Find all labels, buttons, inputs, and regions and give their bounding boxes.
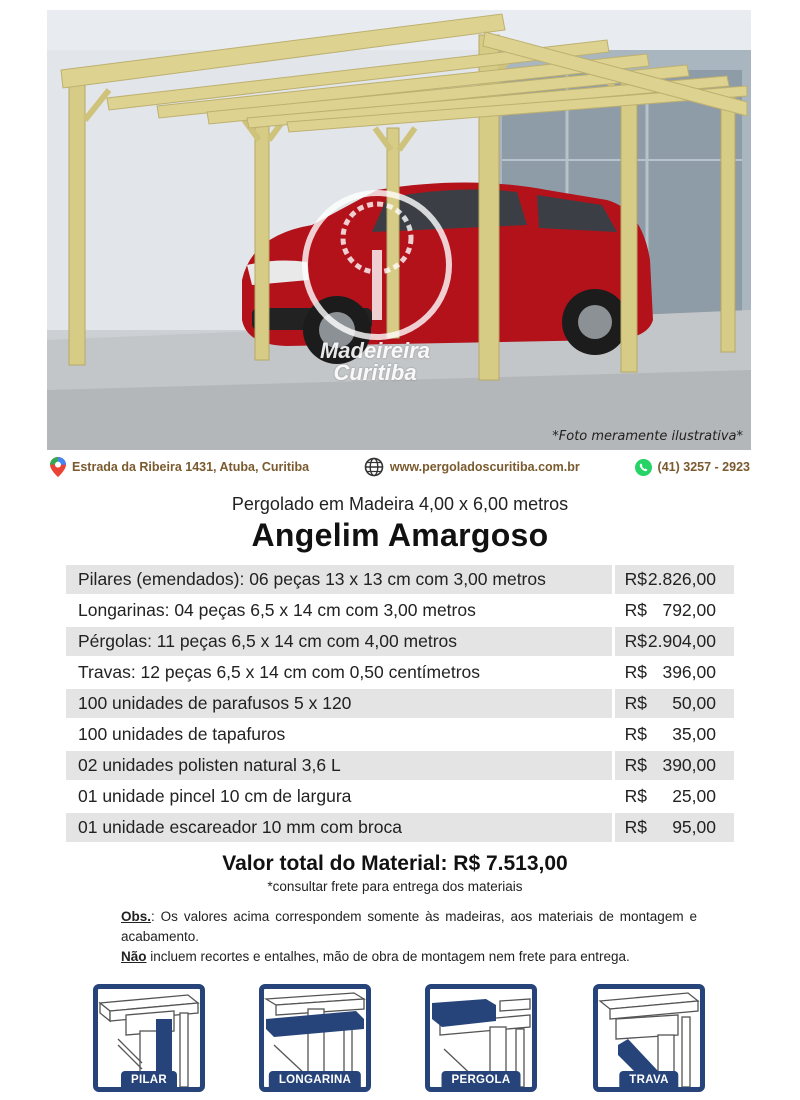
whatsapp-icon — [635, 459, 652, 476]
item-description: Pilares (emendados): 06 peças 13 x 13 cm com 3,00 metros — [66, 565, 612, 594]
item-value: 95,00 — [672, 817, 716, 837]
diagram-label-trava: TRAVA — [619, 1071, 678, 1088]
product-title: Angelim Amargoso — [251, 517, 549, 553]
table-row — [66, 689, 734, 718]
item-value: 2.904,00 — [647, 631, 716, 651]
item-price — [612, 658, 734, 687]
exclusions-label: Não — [121, 949, 147, 964]
exclusions-paragraph — [121, 947, 697, 967]
item-price — [612, 627, 734, 656]
total-value: Valor total do Material: R$ 7.513,00 — [222, 852, 568, 875]
table-row — [66, 596, 734, 625]
item-currency: R$ — [624, 662, 647, 682]
item-currency: R$ — [624, 724, 647, 744]
contact-bar — [50, 455, 750, 479]
item-price — [612, 782, 734, 811]
item-value: 390,00 — [662, 755, 716, 775]
item-description: Longarinas: 04 peças 6,5 x 14 cm com 3,00 metros — [78, 600, 476, 620]
item-currency: R$ — [624, 693, 647, 713]
item-price — [612, 751, 734, 780]
item-currency: R$ — [624, 569, 647, 589]
phone[interactable] — [635, 459, 750, 476]
photo-caption: *Foto meramente ilustrativa* — [552, 429, 743, 444]
table-row — [66, 658, 734, 687]
address — [50, 457, 309, 477]
freight-note: *consultar frete para entrega dos materiais — [267, 879, 523, 894]
diagram-longarina — [259, 984, 371, 1092]
diagram-pergola — [425, 984, 537, 1092]
item-description: 02 unidades polisten natural 3,6 L — [66, 751, 612, 780]
item-price — [612, 720, 734, 749]
item-currency: R$ — [624, 817, 647, 837]
item-currency: R$ — [624, 755, 647, 775]
table-row — [66, 565, 734, 594]
item-currency: R$ — [624, 786, 647, 806]
watermark-line2: Curitiba — [333, 360, 417, 385]
item-currency: R$ — [624, 631, 647, 651]
table-row — [66, 782, 734, 811]
item-value: 792,00 — [662, 600, 716, 620]
diagram-label-pilar: PILAR — [121, 1071, 177, 1088]
map-pin-icon — [50, 457, 66, 477]
item-value: 2.826,00 — [647, 569, 716, 589]
item-price — [612, 565, 734, 594]
item-price — [612, 813, 734, 842]
product-subtitle: Pergolado em Madeira 4,00 x 6,00 metros — [231, 494, 569, 514]
table-row — [66, 627, 734, 656]
item-description: 100 unidades de tapafuros — [78, 724, 286, 744]
item-description: 01 unidade pincel 10 cm de largura — [78, 786, 352, 806]
table-row — [66, 720, 734, 749]
observations — [121, 907, 697, 967]
globe-icon — [364, 457, 384, 477]
website-text: www.pergoladoscuritiba.com.br — [389, 460, 580, 474]
table-row — [66, 751, 734, 780]
table-row — [66, 813, 734, 842]
item-description: 100 unidades de parafusos 5 x 120 — [66, 689, 612, 718]
item-price — [612, 689, 734, 718]
watermark-text — [305, 340, 445, 384]
diagram-label-pergola: PERGOLA — [442, 1071, 521, 1088]
watermark-line1: Madeireira — [319, 338, 431, 363]
item-description: Travas: 12 peças 6,5 x 14 cm com 0,50 centímetros — [78, 662, 481, 682]
item-value: 35,00 — [672, 724, 716, 744]
hero-photo — [47, 10, 751, 450]
item-value: 25,00 — [672, 786, 716, 806]
diagram-pilar — [93, 984, 205, 1092]
obs-paragraph — [121, 907, 697, 947]
item-value: 396,00 — [662, 662, 716, 682]
diagram-label-longarina: LONGARINA — [269, 1071, 361, 1088]
exclusions-text: incluem recortes e entalhes, mão de obra de montagem nem frete para entrega. — [146, 949, 630, 964]
obs-label: Obs. — [121, 909, 152, 924]
materials-table — [66, 563, 734, 844]
item-description: 01 unidade escareador 10 mm com broca — [66, 813, 612, 842]
component-diagrams — [93, 984, 713, 1094]
phone-text: (41) 3257 - 2923 — [657, 460, 750, 474]
website[interactable] — [364, 457, 580, 477]
item-currency: R$ — [624, 600, 647, 620]
item-description: Pérgolas: 11 peças 6,5 x 14 cm com 4,00 metros — [66, 627, 612, 656]
item-price — [612, 596, 734, 625]
item-value: 50,00 — [672, 693, 716, 713]
diagram-trava — [593, 984, 705, 1092]
obs-text: : Os valores acima correspondem somente às madeiras, aos materiais de montagem e acabamento. — [121, 909, 697, 944]
address-text: Estrada da Ribeira 1431, Atuba, Curitiba — [72, 460, 310, 474]
